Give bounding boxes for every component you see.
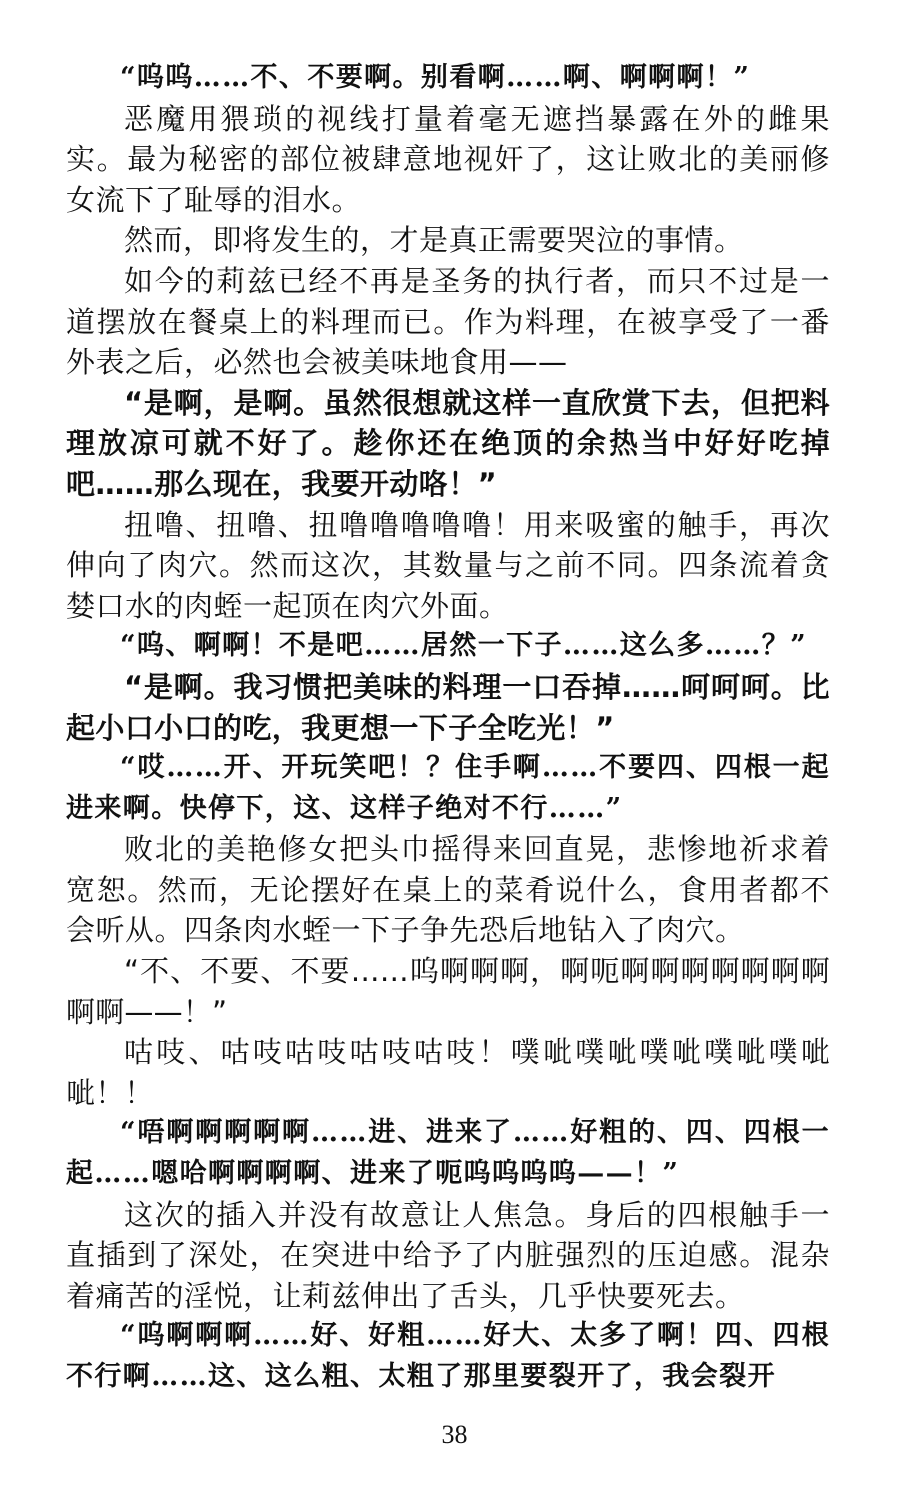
paragraph-3: 然而，即将发生的，才是真正需要哭泣的事情。 [124,223,744,258]
paragraph-12: 咕吱、咕吱咕吱咕吱咕吱！噗呲噗呲噗呲噗呲噗呲呲！！ [66,1035,830,1110]
paragraph-9: “哎……开、开玩笑吧！？住手啊……不要四、四根一起进来啊。快停下，这、这样子绝对不行……” [66,752,830,824]
body-text [66,58,830,1398]
paragraph-2: 恶魔用猥琐的视线打量着毫无遮挡暴露在外的雌果实。最为秘密的部位被肆意地视奸了，这让败北的美丽修女流下了耻辱的泪水。 [66,101,830,217]
paragraph-15: “呜啊啊啊……好、好粗……好大、太多了啊！四、四根不行啊……这、这么粗、太粗了那里要裂开了，我会裂开 [66,1320,830,1392]
paragraph-7: “呜、啊啊！不是吧……居然一下子……这么多……？” [120,630,808,662]
paragraph-13: “唔啊啊啊啊啊……进、进来了……好粗的、四、四根一起……嗯哈啊啊啊啊、进来了呃呜呜呜呜——！” [66,1117,830,1190]
paragraph-11: “不、不要、不要……呜啊啊啊，啊呃啊啊啊啊啊啊啊啊啊——！” [66,954,830,1029]
page-number: 38 [441,1420,468,1449]
paragraph-10: 败北的美艳修女把头巾摇得来回直晃，悲惨地祈求着宽恕。然而，无论摆好在桌上的菜肴说什么，食用者都不会听从。四条肉水蛭一下子争先恐后地钻入了肉穴。 [66,832,830,948]
paragraph-5: “是啊，是啊。虽然很想就这样一直欣赏下去，但把料理放凉可就不好了。趁你还在绝顶的余热当中好好吃掉吧……那么现在，我要开动咯！” [66,385,830,501]
paragraph-1: “呜呜……不、不要啊。别看啊……啊、啊啊啊！” [120,62,751,93]
paragraph-8: “是啊。我习惯把美味的料理一口吞掉……呵呵呵。比起小口小口的吃，我更想一下子全吃光！” [66,669,830,745]
paragraph-14: 这次的插入并没有故意让人焦急。身后的四根触手一直插到了深处，在突进中给予了内脏强烈的压迫感。混杂着痛苦的淫悦，让莉兹伸出了舌头，几乎快要死去。 [66,1197,830,1313]
paragraph-4: 如今的莉兹已经不再是圣务的执行者，而只不过是一道摆放在餐桌上的料理而已。作为料理，在被享受了一番外表之后，必然也会被美味地食用—— [66,263,830,380]
paragraph-6: 扭噜、扭噜、扭噜噜噜噜噜！用来吸蜜的触手，再次伸向了肉穴。然而这次，其数量与之前不同。四条流着贪婪口水的肉蛭一起顶在肉穴外面。 [66,507,830,623]
